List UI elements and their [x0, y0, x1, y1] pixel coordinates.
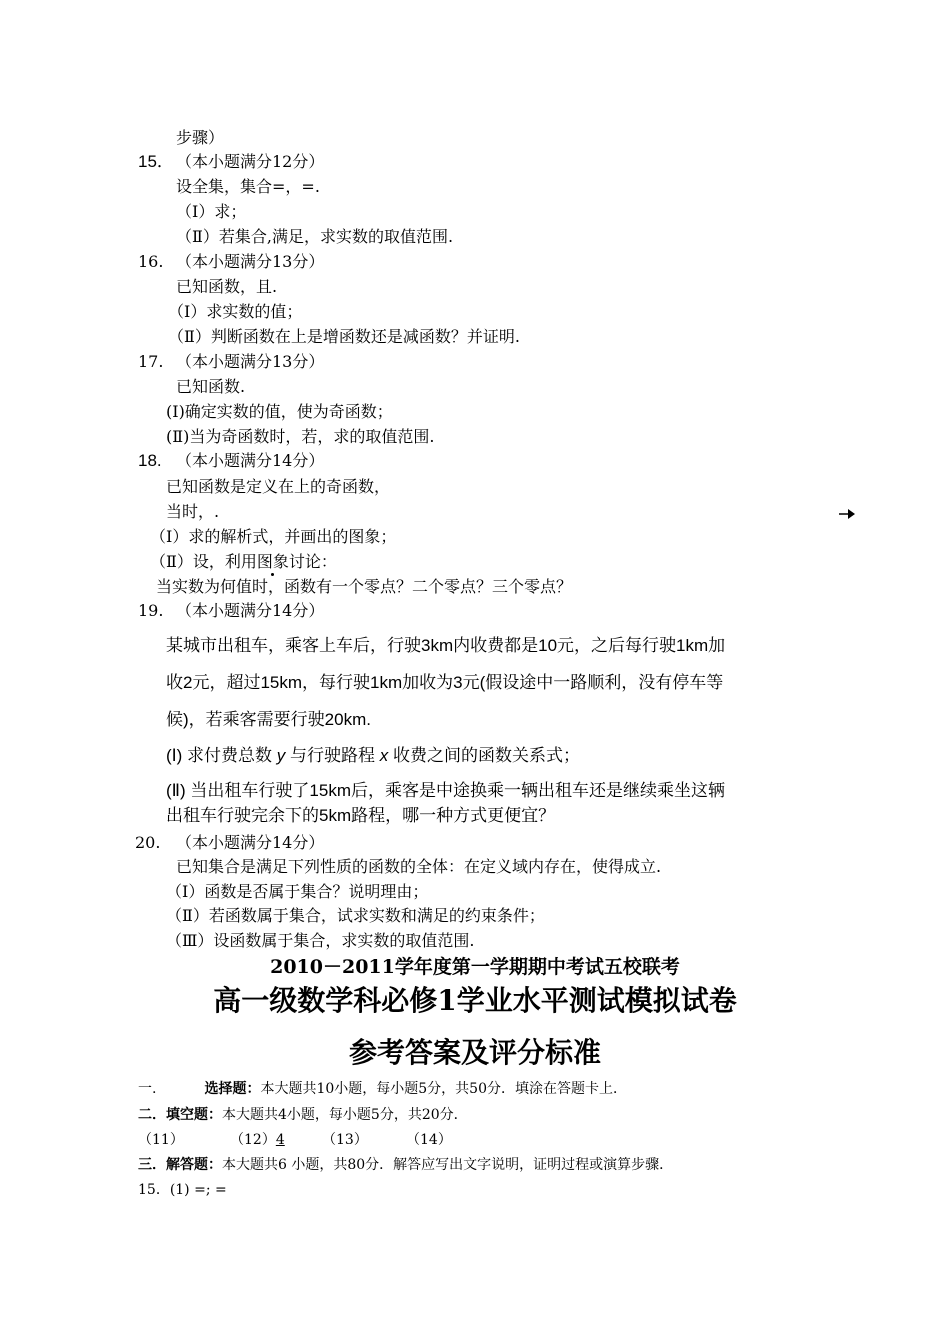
question-16-part-2: （Ⅱ）判断函数在上是增函数还是减函数？并证明.	[168, 327, 520, 346]
fill-blank-12-label: （12）	[230, 1132, 276, 1148]
question-number-16: 16.	[138, 252, 164, 271]
emphasis-dotted-text: 利用图象讨论	[224, 552, 321, 571]
question-19-part-1-middle: 与行驶路程	[285, 746, 380, 765]
answer-section-2-title: 二．填空题：	[138, 1107, 222, 1123]
question-20-part-3: （Ⅲ）设函数属于集合，求实数的取值范围.	[166, 931, 475, 950]
question-19-score: （本小题满分14分）	[176, 601, 325, 620]
question-16-part-1: （Ⅰ）求实数的值；	[168, 302, 303, 321]
fill-blank-13-label: （13）	[322, 1132, 368, 1148]
question-15-score: （本小题满分12分）	[176, 152, 325, 171]
answer-section-2-text: 本大题共4小题，每小题5分，共20分．	[222, 1107, 468, 1123]
question-17-part-2: (Ⅱ)当为奇函数时，若，求的取值范围.	[166, 427, 435, 446]
question-19-part-2-line-2: 出租车行驶完余下的5km路程，哪一种方式更便宜？	[166, 806, 556, 825]
question-19-stem-line-1: 某城市出租车，乘客上车后，行驶3km内收费都是10元，之后每行驶1km加	[166, 636, 726, 655]
answer-section-3-text: 本大题共6 小题，共80分．解答应写出文字说明，证明过程或演算步骤．	[222, 1157, 674, 1173]
question-19-part-1	[166, 746, 580, 766]
answer-section-1-text: 本大题共10小题，每小题5分，共50分．填涂在答题卡上．	[260, 1081, 627, 1097]
question-17-score: （本小题满分13分）	[176, 352, 325, 371]
question-18-part-2-colon: ：	[320, 552, 337, 571]
question-15-part-1: （Ⅰ）求；	[176, 202, 247, 221]
answer-section-3	[138, 1155, 673, 1175]
question-18-part-1: （Ⅰ）求的解析式，并画出的图象；	[150, 527, 397, 546]
answer-section-1-number: 一.	[138, 1081, 157, 1097]
question-20-part-2: （Ⅱ）若函数属于集合，试求实数和满足的约束条件；	[166, 906, 545, 925]
question-19-stem-line-3: 候)，若乘客需要行驶20km.	[166, 710, 371, 729]
question-18-part-2-detail: 当实数为何值时，函数有一个零点？二个零点？三个零点？	[156, 577, 573, 596]
fill-blank-11-label: （11）	[138, 1132, 184, 1148]
answer-15-part-1: 15．(1) =; =	[138, 1182, 227, 1198]
fill-blank-12-answer: 4	[275, 1132, 285, 1148]
question-19-part-2-line-1: (Ⅱ) 当出租车行驶了15km后，乘客是中途换乘一辆出租车还是继续乘坐这辆	[166, 781, 725, 800]
continued-text: 步骤）	[176, 128, 225, 147]
question-19-part-1-prefix: (Ⅰ) 求付费总数	[166, 746, 277, 765]
question-number-17: 17.	[138, 352, 164, 371]
question-18-condition: 当时，.	[166, 502, 220, 521]
variable-x: x	[379, 746, 389, 765]
arrow-right-icon	[838, 508, 856, 520]
answer-header-paper: 高一级数学科必修1学业水平测试模拟试卷	[213, 984, 737, 1017]
question-20-part-1: （Ⅰ）函数是否属于集合？说明理由；	[166, 882, 429, 901]
question-20-score: （本小题满分14分）	[176, 833, 325, 852]
question-number-18: 18.	[138, 451, 162, 470]
answer-header-exam: 2010－2011学年度第一学期期中考试五校联考	[270, 956, 680, 978]
question-19-stem-line-2: 收2元，超过15km，每行驶1km加收为3元(假设途中一路顺利，没有停车等	[166, 673, 724, 692]
question-number-15: 15．	[138, 152, 174, 171]
question-16-score: （本小题满分13分）	[176, 252, 325, 271]
question-15-part-2: （Ⅱ）若集合,满足，求实数的取值范围.	[176, 227, 454, 246]
question-number-19: 19.	[138, 601, 164, 620]
answer-section-1	[138, 1079, 627, 1099]
answer-section-3-title: 三．解答题：	[138, 1157, 222, 1173]
question-15-stem: 设全集，集合=，=.	[176, 177, 320, 196]
question-18-part-2	[150, 552, 337, 572]
answer-header-key: 参考答案及评分标准	[348, 1036, 601, 1069]
question-18-score: （本小题满分14分）	[176, 451, 325, 470]
question-18-stem: 已知函数是定义在上的奇函数，	[166, 477, 391, 496]
fill-blank-12	[230, 1130, 285, 1150]
question-20-stem: 已知集合是满足下列性质的函数的全体：在定义域内存在，使得成立.	[176, 857, 662, 876]
question-18-part-2-prefix: （Ⅱ）设，	[150, 552, 225, 571]
variable-y: y	[276, 746, 286, 765]
question-number-20: 20.	[135, 833, 161, 852]
question-19-part-1-suffix: 收费之间的函数关系式；	[388, 746, 580, 765]
question-17-part-1: (Ⅰ)确定实数的值，使为奇函数；	[166, 402, 393, 421]
fill-blank-14-label: （14）	[406, 1132, 452, 1148]
answer-section-1-title: 选择题：	[204, 1081, 261, 1097]
question-17-stem: 已知函数.	[176, 377, 246, 396]
answer-section-2	[138, 1105, 468, 1125]
question-16-stem: 已知函数，且.	[176, 277, 278, 296]
